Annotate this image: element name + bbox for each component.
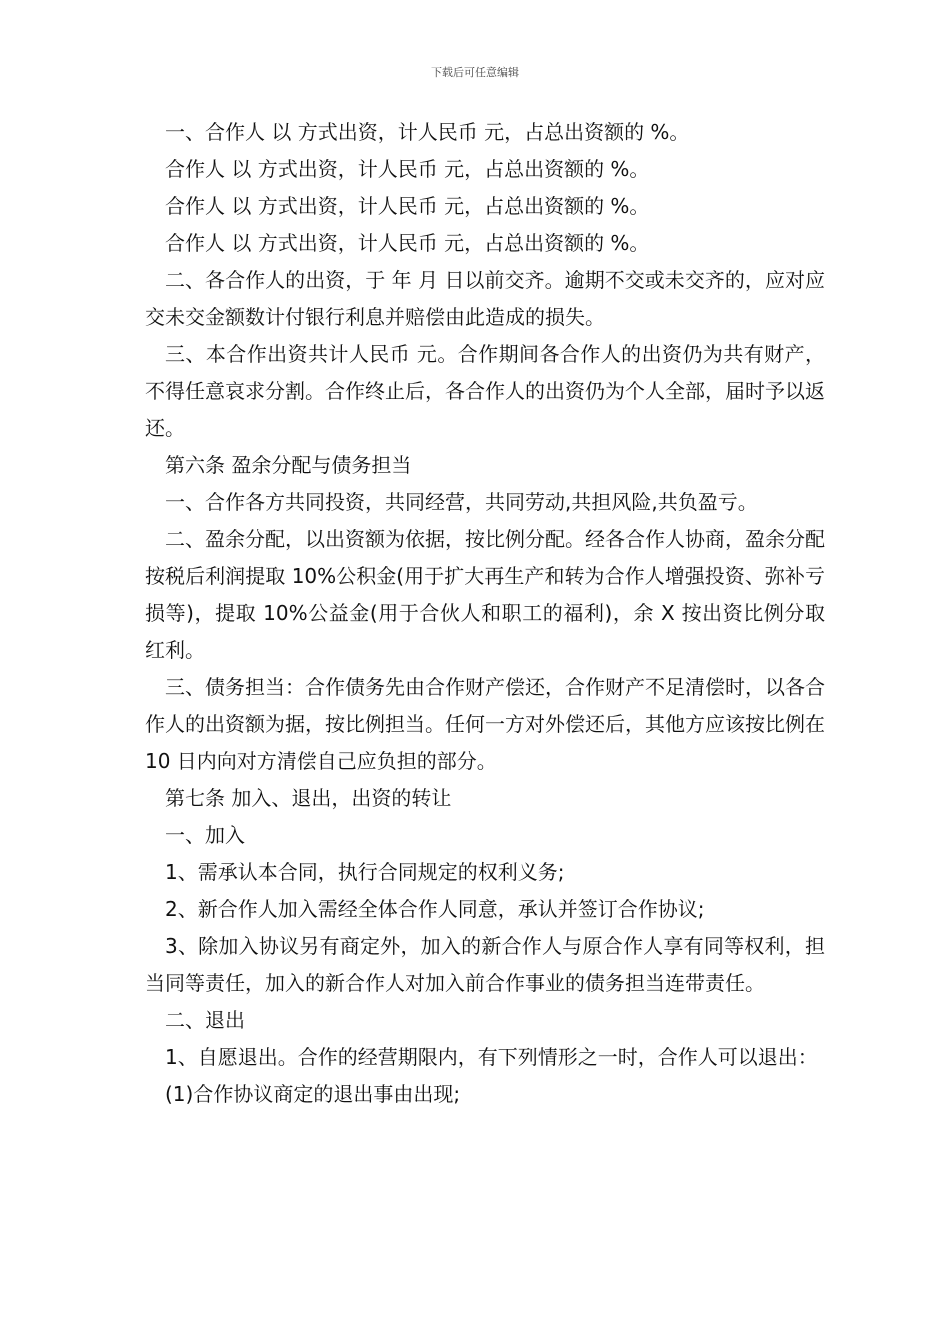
list-item: 1、需承认本合同，执行合同规定的权利义务; bbox=[165, 860, 565, 884]
section-heading: 第七条 加入、退出，出资的转让 bbox=[165, 786, 452, 810]
list-item: 3、除加入协议另有商定外，加入的新合作人与原合作人享有同等权利，担当同等责任，加入的新合作人对加入前合作事业的债务担当连带责任。 bbox=[145, 934, 825, 995]
page-header: 下载后可任意编辑 bbox=[431, 66, 519, 79]
paragraph: 合作人 以 方式出资，计人民币 元，占总出资额的 %。 bbox=[165, 157, 650, 181]
list-item: 2、新合作人加入需经全体合作人同意，承认并签订合作协议; bbox=[165, 897, 705, 921]
subheading: 二、退出 bbox=[165, 1008, 245, 1032]
paragraph: 三、本合作出资共计人民币 元。合作期间各合作人的出资仍为共有财产，不得任意哀求分割。合作终止后，各合作人的出资仍为个人全部，届时予以返还。 bbox=[145, 342, 825, 440]
document-body bbox=[145, 114, 825, 1113]
paragraph: 二、盈余分配，以出资额为依据，按比例分配。经各合作人协商，盈余分配按税后利润提取 10%公积金(用于扩大再生产和转为合作人增强投资、弥补亏损等)，提取 10%公益金(用于合伙人和职工的福利)，余 X 按出资比例分取红利。 bbox=[145, 527, 825, 662]
paragraph: 二、各合作人的出资，于 年 月 日以前交齐。逾期不交或未交齐的，应对应交未交金额数计付银行利息并赔偿由此造成的损失。 bbox=[145, 268, 825, 329]
paragraph: 一、合作各方共同投资，共同经营，共同劳动,共担风险,共负盈亏。 bbox=[165, 490, 758, 514]
section-heading: 第六条 盈余分配与债务担当 bbox=[165, 453, 412, 477]
paragraph: 一、合作人 以 方式出资，计人民币 元，占总出资额的 %。 bbox=[165, 120, 690, 144]
paragraph: 三、债务担当：合作债务先由合作财产偿还，合作财产不足清偿时，以各合作人的出资额为据，按比例担当。任何一方对外偿还后，其他方应该按比例在 10 日内向对方清偿自己应负担的部分。 bbox=[145, 675, 825, 773]
subheading: 一、加入 bbox=[165, 823, 245, 847]
list-item: (1)合作协议商定的退出事由出现; bbox=[165, 1082, 461, 1106]
list-item: 1、自愿退出。合作的经营期限内，有下列情形之一时，合作人可以退出： bbox=[165, 1045, 818, 1069]
paragraph: 合作人 以 方式出资，计人民币 元，占总出资额的 %。 bbox=[165, 194, 650, 218]
paragraph: 合作人 以 方式出资，计人民币 元，占总出资额的 %。 bbox=[165, 231, 650, 255]
